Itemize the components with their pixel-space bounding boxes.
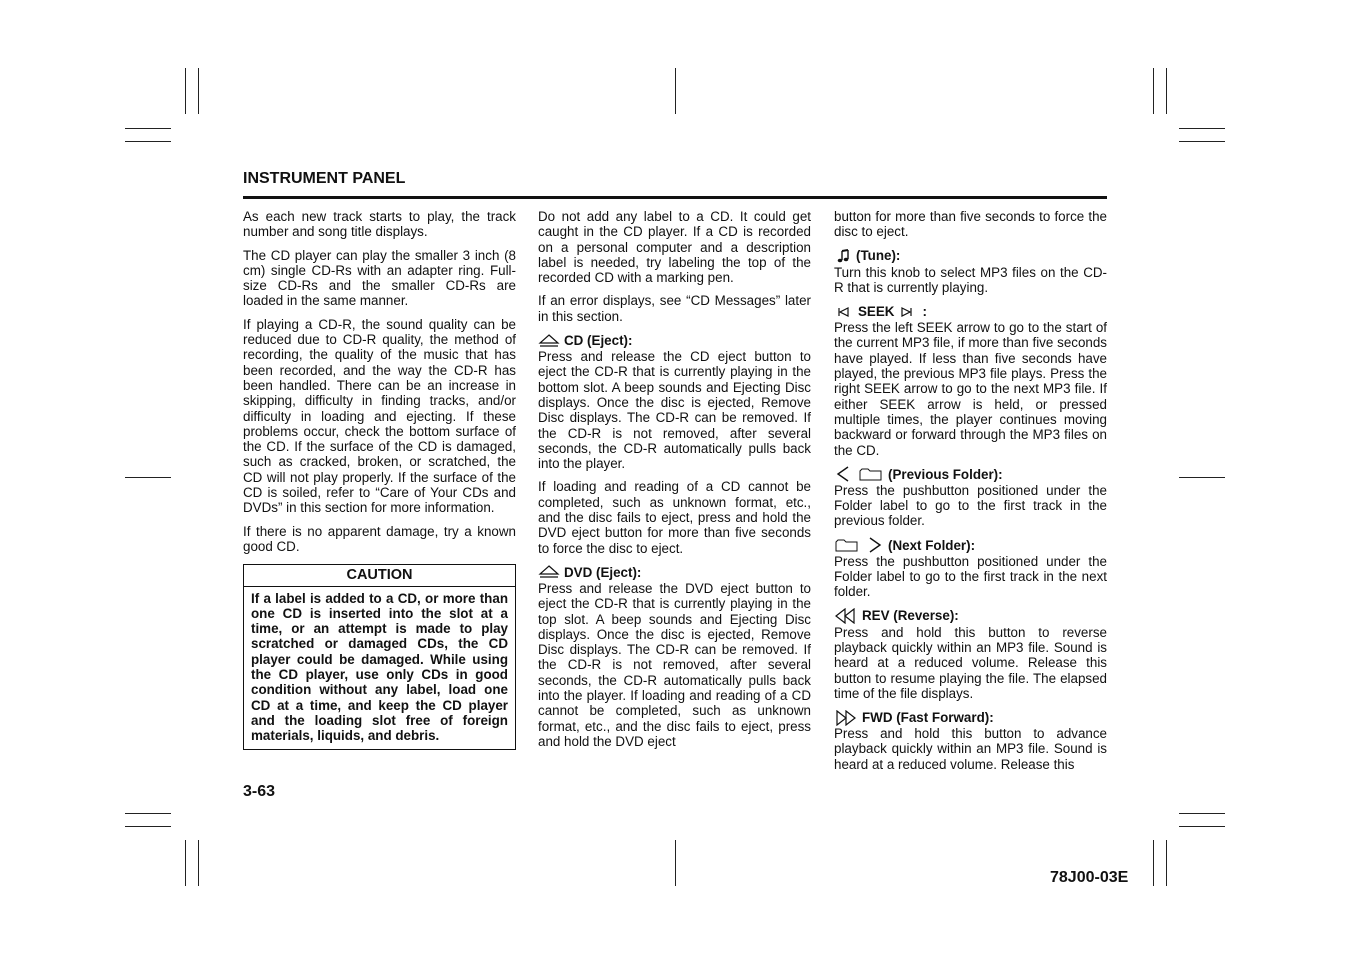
crop-mark: [1166, 840, 1167, 886]
reverse-body: Press and hold this button to reverse playback quickly within an MP3 file. Sound is heard at a reduced volume. Release this button to resume playing the file. The elapsed time of the file displays.: [834, 624, 1107, 701]
crop-mark: [1179, 128, 1225, 129]
seek-colon: :: [922, 304, 927, 320]
fast-forward-section: [834, 709, 1107, 772]
document-code: 78J00-03E: [1050, 869, 1129, 886]
folder-icon: [834, 538, 860, 553]
chevron-right-icon: [864, 537, 884, 553]
crop-mark: [1179, 477, 1225, 478]
fast-forward-title: FWD (Fast Forward):: [862, 709, 994, 725]
crop-mark: [125, 128, 171, 129]
paragraph: If playing a CD-R, the sound quality can be reduced due to CD-R quality, the method of recording, the quality of the music that has been recorded, and the way the CD-R has been handled. There can be an increase in skipping, difficulty in finding tracks, and/or difficulty in loading and ejecting. If these problems occur, check the bottom surface of the CD. If the surface of the CD is damaged, such as cracked, broken, or scratched, the CD will not play properly. If the surface of the CD is soiled, refer to “Care of Your CDs and DVDs” in this section for more information.: [243, 316, 516, 516]
fast-forward-body: Press and hold this button to advance playback quickly within an MP3 file. Sound is heard at a reduced volume. Release this: [834, 726, 1107, 772]
crop-mark: [675, 68, 676, 114]
caution-body: If a label is added to a CD, or more than one CD is inserted into the slot at a time, or an attempt is made to play scratched or damaged CDs, the CD player could be damaged. While using the CD player, use only CDs in good condition without any label, load one CD at a time, and keep the CD player and the loading slot free of foreign materials, liquids, and debris.: [251, 590, 508, 744]
column-3: [834, 209, 1107, 780]
caution-title: CAUTION: [244, 565, 515, 586]
seek-forward-icon: [898, 306, 918, 318]
previous-folder-body: Press the pushbutton positioned under the Folder label to go to the first track in the previous folder.: [834, 482, 1107, 529]
seek-back-icon: [834, 306, 854, 318]
crop-mark: [125, 477, 171, 478]
crop-mark: [185, 840, 186, 886]
next-folder-body: Press the pushbutton positioned under the Folder label to go to the first track in the next folder.: [834, 553, 1107, 600]
fast-forward-icon: [834, 710, 858, 726]
seek-title: SEEK: [858, 304, 895, 320]
eject-icon: [538, 565, 560, 579]
seek-section: [834, 303, 1107, 458]
next-folder-section: [834, 537, 1107, 600]
tune-body: Turn this knob to select MP3 files on the CD-R that is currently playing.: [834, 264, 1107, 295]
crop-mark: [125, 141, 171, 142]
crop-mark: [125, 826, 171, 827]
eject-icon: [538, 334, 560, 348]
cd-eject-title: CD (Eject):: [564, 332, 633, 348]
previous-folder-section: [834, 466, 1107, 529]
crop-mark: [1153, 840, 1154, 886]
dvd-eject-body: Press and release the DVD eject button to eject the CD-R that is currently playing in the top slot. A beep sounds and Ejecting Disc displays. Once the disc is ejected, Remove Disc displays. The CD-R can be removed. If the CD-R is not removed, after several seconds, the CD-R automatically pulls back into the player. If loading and reading of a CD cannot be completed, such as unknown format, etc., and the disc fails to eject, press and hold the DVD eject: [538, 580, 811, 749]
next-folder-title: (Next Folder):: [888, 537, 976, 553]
crop-mark: [198, 68, 199, 114]
crop-mark: [1153, 68, 1154, 114]
column-1: [243, 209, 516, 750]
tune-title: (Tune):: [856, 248, 901, 264]
tune-section: [834, 248, 1107, 296]
paragraph: The CD player can play the smaller 3 inch (8 cm) single CD-Rs with an adapter ring. Full-size CD-Rs and the smaller CD-Rs are loaded in the same manner.: [243, 247, 516, 309]
crop-mark: [185, 68, 186, 114]
section-header: [243, 170, 1107, 199]
paragraph: As each new track starts to play, the track number and song title displays.: [243, 209, 516, 240]
caution-box: [243, 564, 516, 749]
reverse-title: REV (Reverse):: [862, 608, 959, 624]
column-2: [538, 209, 811, 757]
paragraph: button for more than five seconds to force the disc to eject.: [834, 209, 1107, 240]
previous-folder-title: (Previous Folder):: [888, 466, 1003, 482]
crop-mark: [198, 840, 199, 886]
crop-mark: [1179, 141, 1225, 142]
paragraph: If loading and reading of a CD cannot be completed, such as unknown format, etc., and the disc fails to eject, press and hold the DVD eject button for more than five seconds to force the disc to eject.: [538, 479, 811, 556]
music-note-icon: [834, 249, 852, 263]
seek-body: Press the left SEEK arrow to go to the start of the current MP3 file, if more than five seconds have played. If less than five seconds have played, the previous MP3 file plays. Press the right SEEK arrow to go to the next MP3 file. If either SEEK arrow is held, or pressed multiple times, the player continues moving backward or forward through the MP3 files on the CD.: [834, 320, 1107, 458]
dvd-eject-title: DVD (Eject):: [564, 564, 642, 580]
page-number: 3-63: [243, 783, 276, 800]
cd-eject-body: Press and release the CD eject button to eject the CD-R that is currently playing in the bottom slot. A beep sounds and Ejecting Disc displays. Once the disc is ejected, Remove Disc displays. The CD-R can be removed. If the CD-R is not removed, after several seconds, the CD-R automatically pulls back into the player.: [538, 349, 811, 472]
crop-mark: [1179, 826, 1225, 827]
chevron-left-icon: [834, 466, 854, 482]
paragraph: If there is no apparent damage, try a known good CD.: [243, 523, 516, 554]
crop-mark: [125, 813, 171, 814]
reverse-section: [834, 608, 1107, 701]
paragraph: If an error displays, see “CD Messages” later in this section.: [538, 293, 811, 324]
paragraph: Do not add any label to a CD. It could get caught in the CD player. If a CD is recorded on a personal computer and a description label is needed, try labeling the top of the recorded CD with a marking pen.: [538, 209, 811, 286]
crop-mark: [675, 840, 676, 886]
dvd-eject-section: [538, 564, 811, 749]
crop-mark: [1179, 813, 1225, 814]
folder-icon: [858, 467, 884, 482]
section-title: INSTRUMENT PANEL: [243, 170, 406, 187]
cd-eject-section: [538, 332, 811, 471]
crop-mark: [1166, 68, 1167, 114]
rewind-icon: [834, 608, 858, 624]
